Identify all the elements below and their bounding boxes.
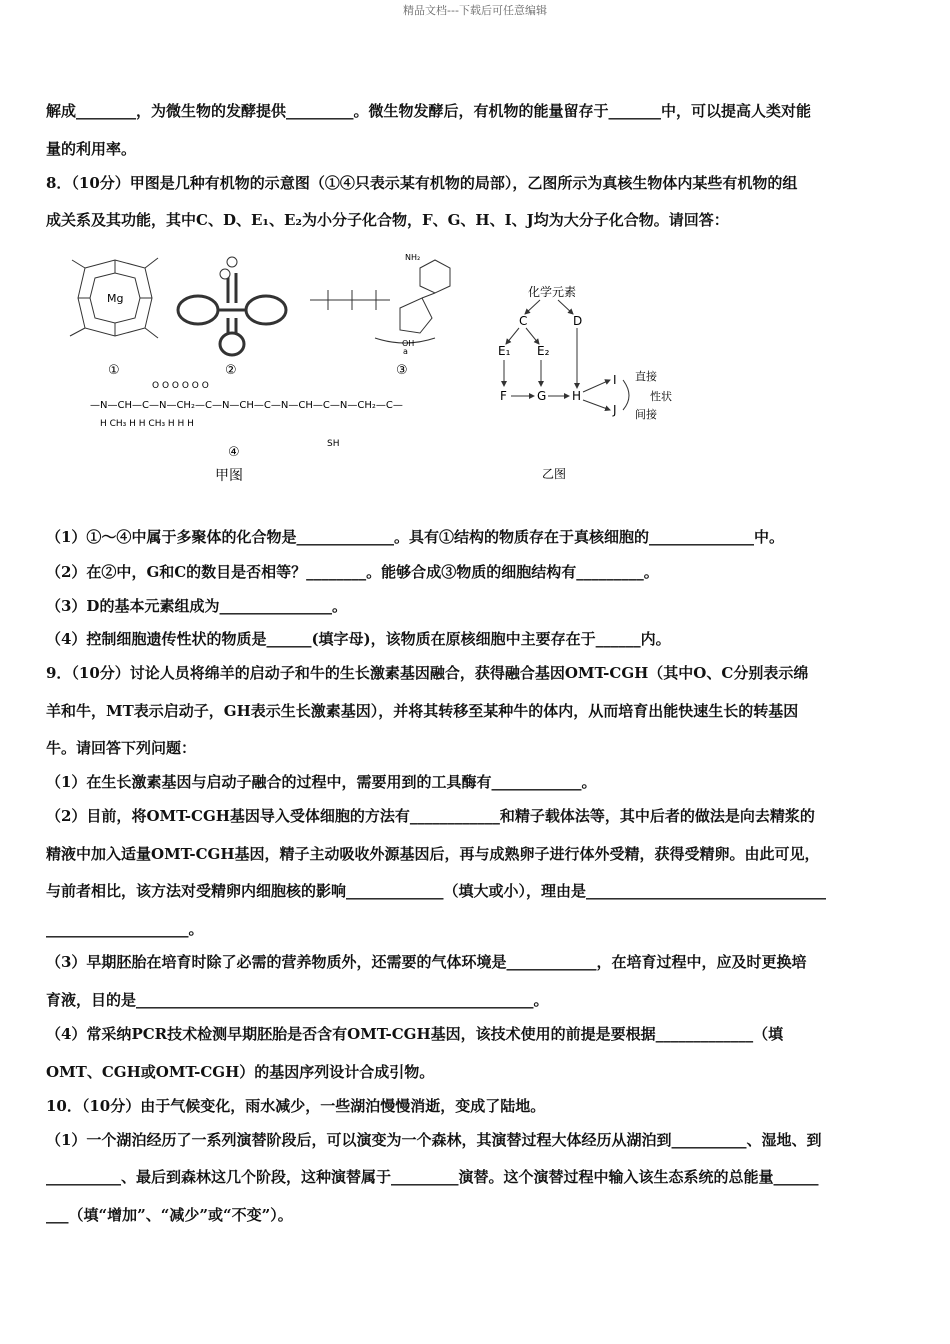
node-c: C	[519, 314, 528, 328]
text-line: 羊和牛，MT表示启动子，GH表示生长激素基因），并将其转移至某种牛的体内，从而培育出能快速生长的转基因	[46, 702, 799, 720]
peptide-oxygens: O O O O O O	[152, 381, 209, 391]
text-line: （3）D的基本元素组成为_______________。	[46, 597, 347, 615]
peptide-hydrogens: H CH₃ H H CH₃ H H H	[100, 419, 194, 429]
node-e2: E₂	[537, 344, 550, 358]
elements-node: 化学元素	[528, 285, 577, 299]
text-line: （2）目前，将OMT-CGH基因导入受体细胞的方法有____________和精子载体法等，其中后者的做法是向去精浆的	[46, 807, 815, 825]
node-h: H	[572, 389, 582, 403]
text-line: （4）控制细胞遗传性状的物质是______(填字母)，该物质在原核细胞中主要存在于______内。	[46, 630, 671, 648]
text-line: __________、最后到森林这几个阶段，这种演替属于_________演替。这个演替过程中输入该生态系统的总能量______	[46, 1168, 819, 1186]
mg-label: Mg	[107, 292, 124, 305]
page-header: 精品文档---下载后可任意编辑	[403, 4, 547, 17]
text-line: （4）常采纳PCR技术检测早期胚胎是否含有OMT-CGH基因，该技术使用的前提是要根据_____________（填	[46, 1025, 784, 1043]
node-g: G	[537, 389, 547, 403]
text-line: OMT、CGH或OMT-CGH）的基因序列设计合成引物。	[46, 1063, 435, 1081]
text-line: 9．（10分）讨论人员将绵羊的启动子和牛的生长激素基因融合，获得融合基因OMT-CGH（其中O、C分别表示绵	[46, 664, 809, 682]
figure-svg	[60, 248, 860, 488]
figure-area	[60, 248, 860, 492]
text-line: 与前者相比，该方法对受精卵内细胞核的影响_____________（填大或小），理由是________________________________	[46, 882, 827, 900]
atp-structure	[310, 260, 450, 343]
text-line: 10．（10分）由于气候变化，雨水减少，一些湖泊慢慢消逝，变成了陆地。	[46, 1097, 546, 1115]
trait-label: 性状	[650, 390, 672, 403]
indirect-label: 间接	[635, 408, 657, 421]
text-line: （1）①～④中属于多聚体的化合物是_____________。具有①结构的物质存在于真核细胞的______________中。	[46, 528, 784, 546]
text-line: （3）早期胚胎在培育时除了必需的营养物质外，还需要的气体环境是____________，在培育过程中，应及时更换培	[46, 953, 807, 971]
node-e1: E₁	[498, 344, 511, 358]
nh2-label: NH₂	[405, 253, 421, 262]
text-line: （1）一个湖泊经历了一系列演替阶段后，可以演变为一个森林，其演替过程大体经历从湖泊到__________、湿地、到	[46, 1131, 822, 1149]
text-line: 解成________，为微生物的发酵提供_________。微生物发酵后，有机物的能量留存于_______中，可以提高人类对能	[46, 102, 812, 120]
peptide-sh: SH	[327, 439, 340, 449]
jia-caption: 甲图	[215, 468, 243, 484]
direct-label: 直接	[635, 370, 657, 383]
yi-caption: 乙图	[542, 467, 567, 481]
node-d: D	[573, 314, 583, 328]
peptide-chain: —N—CH—C—N—CH₂—C—N—CH—C—N—CH—C—N—CH₂—C—	[90, 400, 403, 411]
node-f: F	[500, 389, 507, 403]
text-line: 量的利用率。	[46, 140, 137, 158]
text-line: 牛。请回答下列问题：	[46, 739, 197, 757]
label-2: ②	[225, 363, 237, 378]
a-label: a	[403, 347, 408, 356]
label-1: ①	[108, 363, 120, 378]
oh-label: OH	[402, 339, 415, 348]
text-line: （1）在生长激素基因与启动子融合的过程中，需要用到的工具酶有____________。	[46, 773, 597, 791]
text-line: （2）在②中，G和C的数目是否相等？________。能够合成③物质的细胞结构有_________。	[46, 563, 659, 581]
text-line: ___（填“增加”、“减少”或“不变”）。	[46, 1206, 293, 1224]
label-4: ④	[228, 445, 240, 460]
node-i: I	[613, 373, 617, 387]
text-line: ___________________。	[46, 920, 204, 938]
text-line: 成关系及其功能，其中C、D、E₁、E₂为小分子化合物，F、G、H、I、J均为大分子化合物。请回答：	[46, 211, 729, 229]
text-line: 育液，目的是_____________________________________________________。	[46, 991, 549, 1009]
text-line: 8．（10分）甲图是几种有机物的示意图（①④只表示某有机物的局部），乙图所示为真核生物体内某些有机物的组	[46, 174, 798, 192]
label-3: ③	[396, 363, 408, 378]
node-j: J	[613, 403, 617, 417]
text-line: 精液中加入适量OMT-CGH基因，精子主动吸收外源基因后，再与成熟卵子进行体外受精，获得受精卵。由此可见，	[46, 845, 820, 863]
trna-structure	[178, 273, 286, 355]
